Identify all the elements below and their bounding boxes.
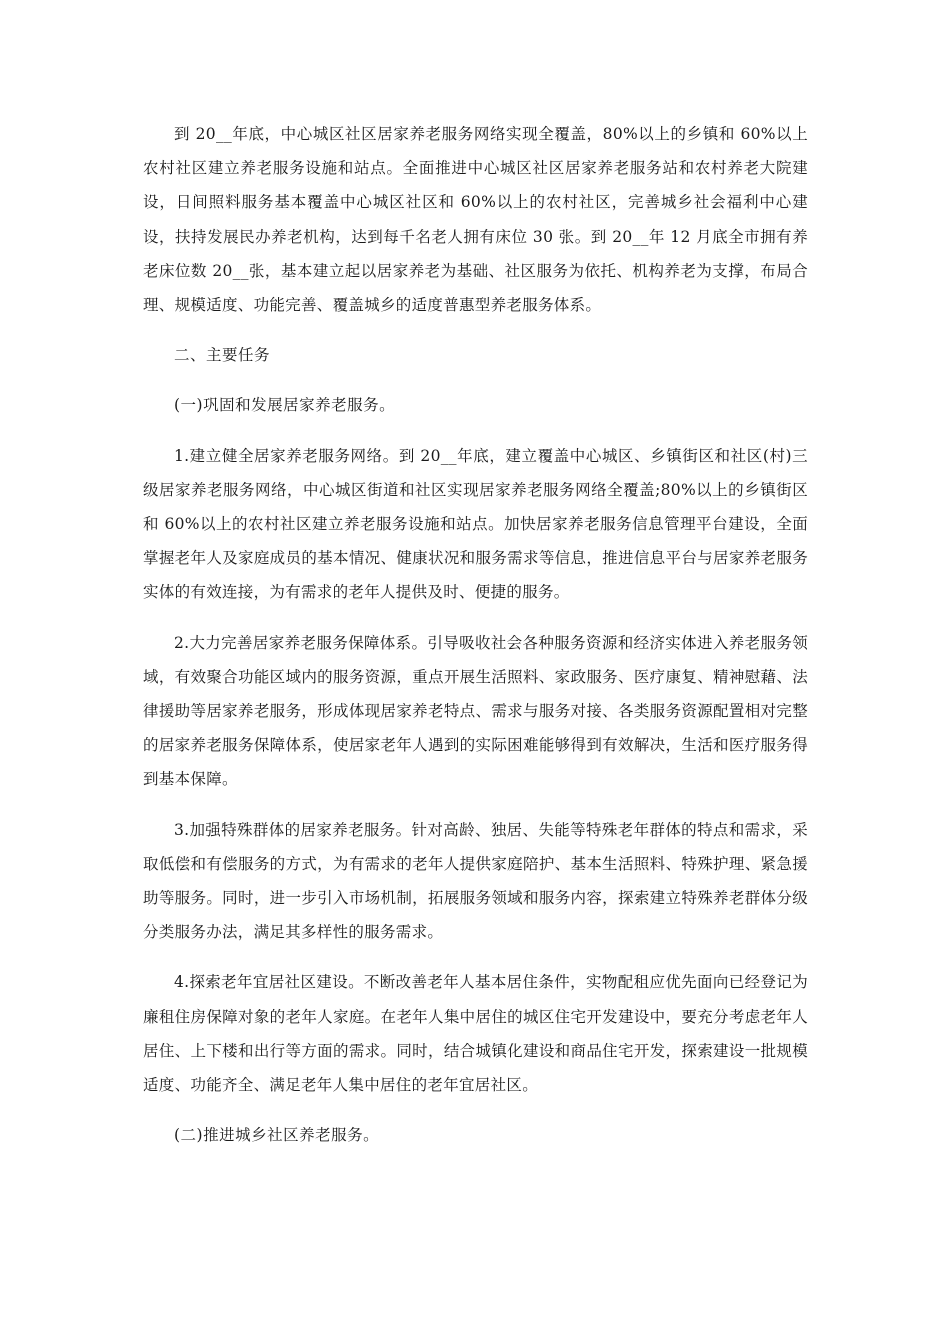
task-paragraph-4: 4.探索老年宜居社区建设。不断改善老年人基本居住条件，实物配租应优先面向已经登记为廉租住房保障对象的老年人家庭。在老年人集中居住的城区住宅开发建设中，要充分考虑老年人居住、上下楼和出行等方面的需求。同时，结合城镇化建设和商品住宅开发，探索建设一批规模适度、功能齐全、满足老年人集中居住的老年宜居社区。 — [143, 973, 808, 1095]
section-heading-main-tasks: 二、主要任务 — [174, 346, 271, 365]
subsection-heading-community-care: (二)推进城乡社区养老服务。 — [174, 1126, 380, 1145]
task-paragraph-2: 2.大力完善居家养老服务保障体系。引导吸收社会各种服务资源和经济实体进入养老服务领域，有效聚合功能区域内的服务资源，重点开展生活照料、家政服务、医疗康复、精神慰藉、法律援助等居家养老服务，形成体现居家养老特点、需求与服务对接、各类服务资源配置相对完整的居家养老服务保障体系，使居家老年人遇到的实际困难能够得到有效解决，生活和医疗服务得到基本保障。 — [143, 633, 808, 789]
document-body — [143, 117, 808, 1152]
subsection-heading-home-care: (一)巩固和发展居家养老服务。 — [174, 396, 396, 415]
task-paragraph-3: 3.加强特殊群体的居家养老服务。针对高龄、独居、失能等特殊老年群体的特点和需求，采取低偿和有偿服务的方式，为有需求的老年人提供家庭陪护、基本生活照料、特殊护理、紧急援助等服务。同时，进一步引入市场机制，拓展服务领域和服务内容，探索建立特殊养老群体分级分类服务办法，满足其多样性的服务需求。 — [143, 820, 808, 942]
intro-paragraph: 到 20__年底，中心城区社区居家养老服务网络实现全覆盖，80%以上的乡镇和 60%以上农村社区建立养老服务设施和站点。全面推进中心城区社区居家养老服务站和农村养老大院建设，日间照料服务基本覆盖中心城区社区和 60%以上的农村社区，完善城乡社会福利中心建设，扶持发展民办养老机构，达到每千名老人拥有床位 30 张。到 20__年 12 月底全市拥有养老床位数 20__张，基本建立起以居家养老为基础、社区服务为依托、机构养老为支撑，布局合理、规模适度、功能完善、覆盖城乡的适度普惠型养老服务体系。 — [143, 125, 808, 315]
task-paragraph-1: 1.建立健全居家养老服务网络。到 20__年底，建立覆盖中心城区、乡镇街区和社区(村)三级居家养老服务网络，中心城区街道和社区实现居家养老服务网络全覆盖;80%以上的乡镇街区和 60%以上的农村社区建立养老服务设施和站点。加快居家养老服务信息管理平台建设，全面掌握老年人及家庭成员的基本情况、健康状况和服务需求等信息，推进信息平台与居家养老服务实体的有效连接，为有需求的老年人提供及时、便捷的服务。 — [143, 446, 808, 602]
